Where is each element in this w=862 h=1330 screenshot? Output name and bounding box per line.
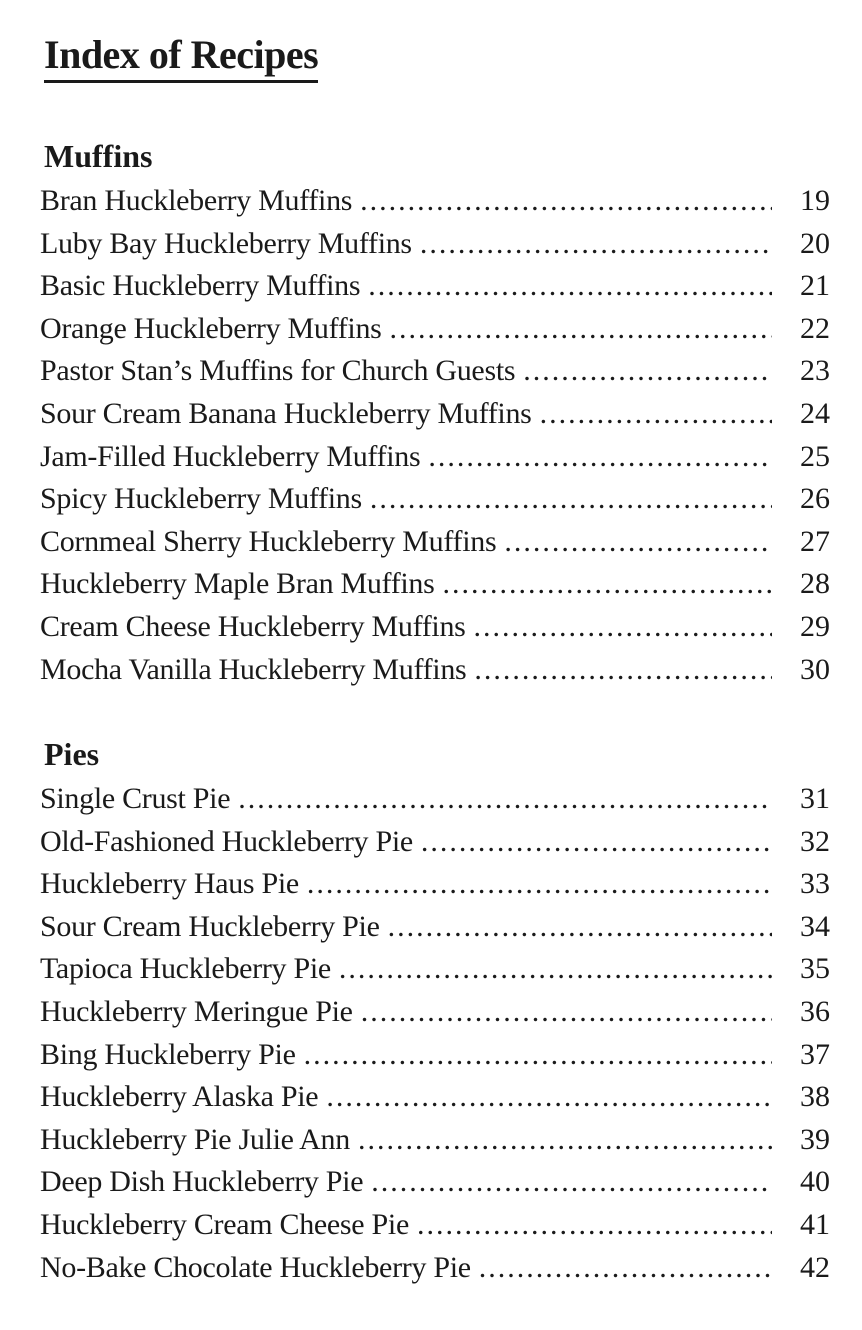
page-number: 38 <box>800 1080 830 1114</box>
recipe-name: Sour Cream Huckleberry Pie <box>40 909 380 943</box>
recipe-name: Huckleberry Meringue Pie <box>40 994 353 1028</box>
dot-leader <box>360 180 772 223</box>
page-title: Index of Recipes <box>44 30 318 83</box>
dot-leader <box>504 521 772 564</box>
recipe-entry <box>40 1076 830 1119</box>
recipe-entry <box>40 1247 830 1290</box>
recipe-name: Mocha Vanilla Huckleberry Muffins <box>40 652 467 686</box>
page-number: 40 <box>800 1165 830 1199</box>
recipe-entry <box>40 778 830 821</box>
page-number: 34 <box>800 909 830 943</box>
recipe-entry <box>40 906 830 949</box>
dot-leader <box>388 906 772 949</box>
page-number: 19 <box>800 184 830 217</box>
section-heading-pies: Pies <box>44 736 100 772</box>
dot-leader <box>304 1034 772 1077</box>
recipe-list-pies <box>40 778 830 1289</box>
dot-leader <box>540 393 772 436</box>
recipe-entry <box>40 948 830 991</box>
page-number: 31 <box>800 782 830 815</box>
recipe-name: Spicy Huckleberry Muffins <box>40 482 362 516</box>
dot-leader <box>371 1161 772 1204</box>
recipe-entry <box>40 606 830 649</box>
recipe-name: Huckleberry Haus Pie <box>40 867 299 901</box>
page-number: 28 <box>800 567 830 601</box>
page-number: 24 <box>800 396 830 430</box>
recipe-entry <box>40 308 830 351</box>
recipe-entry <box>40 1119 830 1162</box>
page-number: 42 <box>800 1250 830 1284</box>
recipe-entry <box>40 350 830 393</box>
dot-leader <box>523 350 772 393</box>
recipe-name: Deep Dish Huckleberry Pie <box>40 1165 364 1199</box>
dot-leader <box>420 223 772 266</box>
section-muffins <box>40 132 830 691</box>
recipe-name: Sour Cream Banana Huckleberry Muffins <box>40 396 532 430</box>
recipe-name: Jam-Filled Huckleberry Muffins <box>40 439 421 473</box>
dot-leader <box>390 308 772 351</box>
recipe-entry <box>40 521 830 564</box>
recipe-name: Single Crust Pie <box>40 782 231 815</box>
recipe-entry <box>40 180 830 223</box>
recipe-entry <box>40 478 830 521</box>
recipe-entry <box>40 991 830 1034</box>
recipe-name: Bran Huckleberry Muffins <box>40 184 353 217</box>
recipe-entry <box>40 393 830 436</box>
dot-leader <box>368 265 772 308</box>
dot-leader <box>421 821 772 864</box>
page-number: 32 <box>800 824 830 858</box>
recipe-entry <box>40 649 830 692</box>
recipe-name: Huckleberry Cream Cheese Pie <box>40 1207 409 1241</box>
recipe-name: Huckleberry Maple Bran Muffins <box>40 567 435 601</box>
page-number: 33 <box>800 867 830 901</box>
page-number: 36 <box>800 994 830 1028</box>
dot-leader <box>417 1204 772 1247</box>
dot-leader <box>339 948 772 991</box>
recipe-name: Luby Bay Huckleberry Muffins <box>40 226 412 260</box>
dot-leader <box>326 1076 772 1119</box>
recipe-name: Bing Huckleberry Pie <box>40 1037 296 1071</box>
recipe-entry <box>40 863 830 906</box>
dot-leader <box>479 1247 772 1290</box>
recipe-entry <box>40 1034 830 1077</box>
dot-leader <box>361 991 772 1034</box>
recipe-name: Old-Fashioned Huckleberry Pie <box>40 824 413 858</box>
recipe-entry <box>40 821 830 864</box>
page-number: 21 <box>800 269 830 303</box>
page-number: 29 <box>800 609 830 643</box>
page-number: 37 <box>800 1037 830 1071</box>
dot-leader <box>428 436 772 479</box>
recipe-entry <box>40 1161 830 1204</box>
dot-leader <box>474 606 772 649</box>
page-number: 23 <box>800 354 830 388</box>
page-number: 25 <box>800 439 830 473</box>
page-number: 27 <box>800 524 830 558</box>
page-number: 22 <box>800 311 830 345</box>
page-number: 30 <box>800 652 830 686</box>
section-pies <box>40 730 830 1289</box>
page-number: 41 <box>800 1207 830 1241</box>
page-number: 20 <box>800 226 830 260</box>
page-number: 39 <box>800 1122 830 1156</box>
recipe-name: Tapioca Huckleberry Pie <box>40 952 331 986</box>
page-number: 35 <box>800 952 830 986</box>
recipe-name: Basic Huckleberry Muffins <box>40 269 361 303</box>
dot-leader <box>370 478 772 521</box>
recipe-name: Huckleberry Pie Julie Ann <box>40 1122 350 1156</box>
section-heading-muffins: Muffins <box>44 138 153 174</box>
recipe-name: No-Bake Chocolate Huckleberry Pie <box>40 1250 471 1284</box>
dot-leader <box>238 778 772 821</box>
recipe-entry <box>40 223 830 266</box>
recipe-name: Pastor Stan’s Muffins for Church Guests <box>40 354 516 388</box>
recipe-name: Cornmeal Sherry Huckleberry Muffins <box>40 524 497 558</box>
recipe-list-muffins <box>40 180 830 691</box>
page-number: 26 <box>800 482 830 516</box>
dot-leader <box>474 649 772 692</box>
dot-leader <box>307 863 772 906</box>
recipe-entry <box>40 265 830 308</box>
recipe-entry <box>40 436 830 479</box>
recipe-name: Huckleberry Alaska Pie <box>40 1080 319 1114</box>
dot-leader <box>358 1119 772 1162</box>
recipe-name: Cream Cheese Huckleberry Muffins <box>40 609 466 643</box>
dot-leader <box>443 563 772 606</box>
recipe-entry <box>40 563 830 606</box>
recipe-entry <box>40 1204 830 1247</box>
recipe-name: Orange Huckleberry Muffins <box>40 311 382 345</box>
